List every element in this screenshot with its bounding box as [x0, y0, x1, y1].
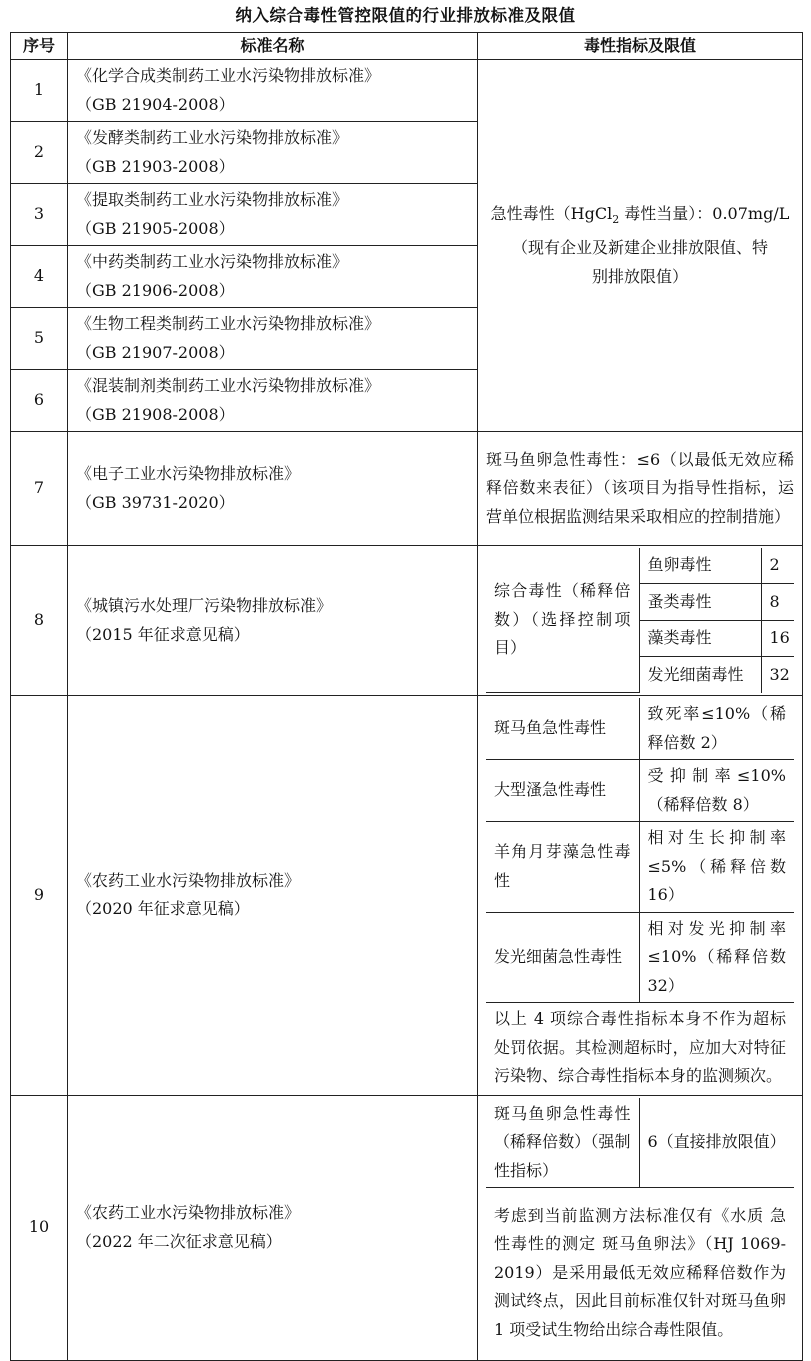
- page-title: 纳入综合毒性管控限值的行业排放标准及限值: [235, 6, 576, 25]
- standards-table: [10, 32, 803, 1361]
- wwtp-item-value: 2: [761, 548, 794, 584]
- row-seq: 6: [11, 370, 68, 432]
- p2020-item-name: 斑马鱼急性毒性: [486, 698, 639, 760]
- table-header-row: [11, 33, 803, 60]
- row-seq: 7: [11, 432, 68, 546]
- table-row: [11, 60, 803, 122]
- table-row: [11, 696, 803, 1096]
- standard-name: 《农药工业水污染物排放标准》 （2020 年征求意见稿）: [68, 696, 478, 1096]
- wwtp-subtable: [486, 548, 794, 693]
- p2022-item-value: 6（直接排放限值）: [639, 1098, 794, 1188]
- electronics-toxicity-limit: 斑马鱼卵急性毒性：≤6（以最低无效应稀释倍数来表征）（该项目为指导性指标，运营单位根据监测结果采取相应的控制措施）: [478, 432, 803, 546]
- p2020-note: 以上 4 项综合毒性指标本身不作为超标处罚依据。其检测超标时，应加大对特征污染物、综合毒性指标本身的监测频次。: [486, 1003, 794, 1093]
- pesticide2022-subtable: [486, 1098, 794, 1358]
- header-name: 标准名称: [68, 33, 478, 60]
- p2020-item-value: 致死率≤10%（稀释倍数 2）: [639, 698, 794, 760]
- wwtp-item-value: 16: [761, 620, 794, 656]
- p2020-item-value: 相对生长抑制率≤5%（稀释倍数 16）: [639, 822, 794, 913]
- p2022-item-name: 斑马鱼卵急性毒性（稀释倍数）（强制性指标）: [486, 1098, 639, 1188]
- standard-name: 《中药类制药工业水污染物排放标准》 （GB 21906-2008）: [68, 246, 478, 308]
- header-seq: 序号: [11, 33, 68, 60]
- standard-name: 《电子工业水污染物排放标准》 （GB 39731-2020）: [68, 432, 478, 546]
- wwtp-item-name: 藻类毒性: [639, 620, 761, 656]
- row-seq: 10: [11, 1095, 68, 1360]
- wwtp-item-value: 8: [761, 584, 794, 620]
- standard-name: 《化学合成类制药工业水污染物排放标准》 （GB 21904-2008）: [68, 60, 478, 122]
- wwtp-toxicity-limit: [478, 546, 803, 696]
- row-seq: 1: [11, 60, 68, 122]
- row-seq: 3: [11, 184, 68, 246]
- standard-name: 《发酵类制药工业水污染物排放标准》 （GB 21903-2008）: [68, 122, 478, 184]
- p2020-item-value: 受抑制率≤10%（稀释倍数 8）: [639, 760, 794, 822]
- p2020-item-name: 羊角月芽藻急性毒性: [486, 822, 639, 913]
- row-seq: 4: [11, 246, 68, 308]
- wwtp-item-name: 鱼卵毒性: [639, 548, 761, 584]
- table-row: [11, 1095, 803, 1360]
- row-seq: 9: [11, 696, 68, 1096]
- wwtp-item-name: 蚤类毒性: [639, 584, 761, 620]
- wwtp-item-value: 32: [761, 657, 794, 693]
- table-row: [11, 546, 803, 696]
- row-seq: 2: [11, 122, 68, 184]
- pesticide2022-toxicity-limit: [478, 1095, 803, 1360]
- standard-name: 《混装制剂类制药工业水污染物排放标准》 （GB 21908-2008）: [68, 370, 478, 432]
- standard-name: 《城镇污水处理厂污染物排放标准》 （2015 年征求意见稿）: [68, 546, 478, 696]
- p2022-note: 考虑到当前监测方法标准仅有《水质 急性毒性的测定 斑马鱼卵法》（HJ 1069-2019）是采用最低无效应稀释倍数作为测试终点，因此目前标准仅针对斑马鱼卵 1 项受试生物给出综合毒性限值。: [486, 1188, 794, 1358]
- pharma-toxicity-limit: 急性毒性（HgCl$_2$ 毒性当量）：0.07mg/L （现有企业及新建企业排放限值、特 别排放限值）: [478, 60, 803, 432]
- wwtp-label: 综合毒性（稀释倍数）（选择控制项目）: [486, 548, 639, 693]
- standard-name: 《生物工程类制药工业水污染物排放标准》 （GB 21907-2008）: [68, 308, 478, 370]
- pesticide2020-toxicity-limit: [478, 696, 803, 1096]
- row-seq: 5: [11, 308, 68, 370]
- wwtp-item-name: 发光细菌毒性: [639, 657, 761, 693]
- standard-name: 《农药工业水污染物排放标准》 （2022 年二次征求意见稿）: [68, 1095, 478, 1360]
- p2020-item-name: 发光细菌急性毒性: [486, 912, 639, 1003]
- table-row: [11, 432, 803, 546]
- header-limit: 毒性指标及限值: [478, 33, 803, 60]
- p2020-item-name: 大型溞急性毒性: [486, 760, 639, 822]
- row-seq: 8: [11, 546, 68, 696]
- standard-name: 《提取类制药工业水污染物排放标准》 （GB 21905-2008）: [68, 184, 478, 246]
- pesticide2020-subtable: [486, 698, 794, 1093]
- p2020-item-value: 相对发光抑制率≤10%（稀释倍数 32）: [639, 912, 794, 1003]
